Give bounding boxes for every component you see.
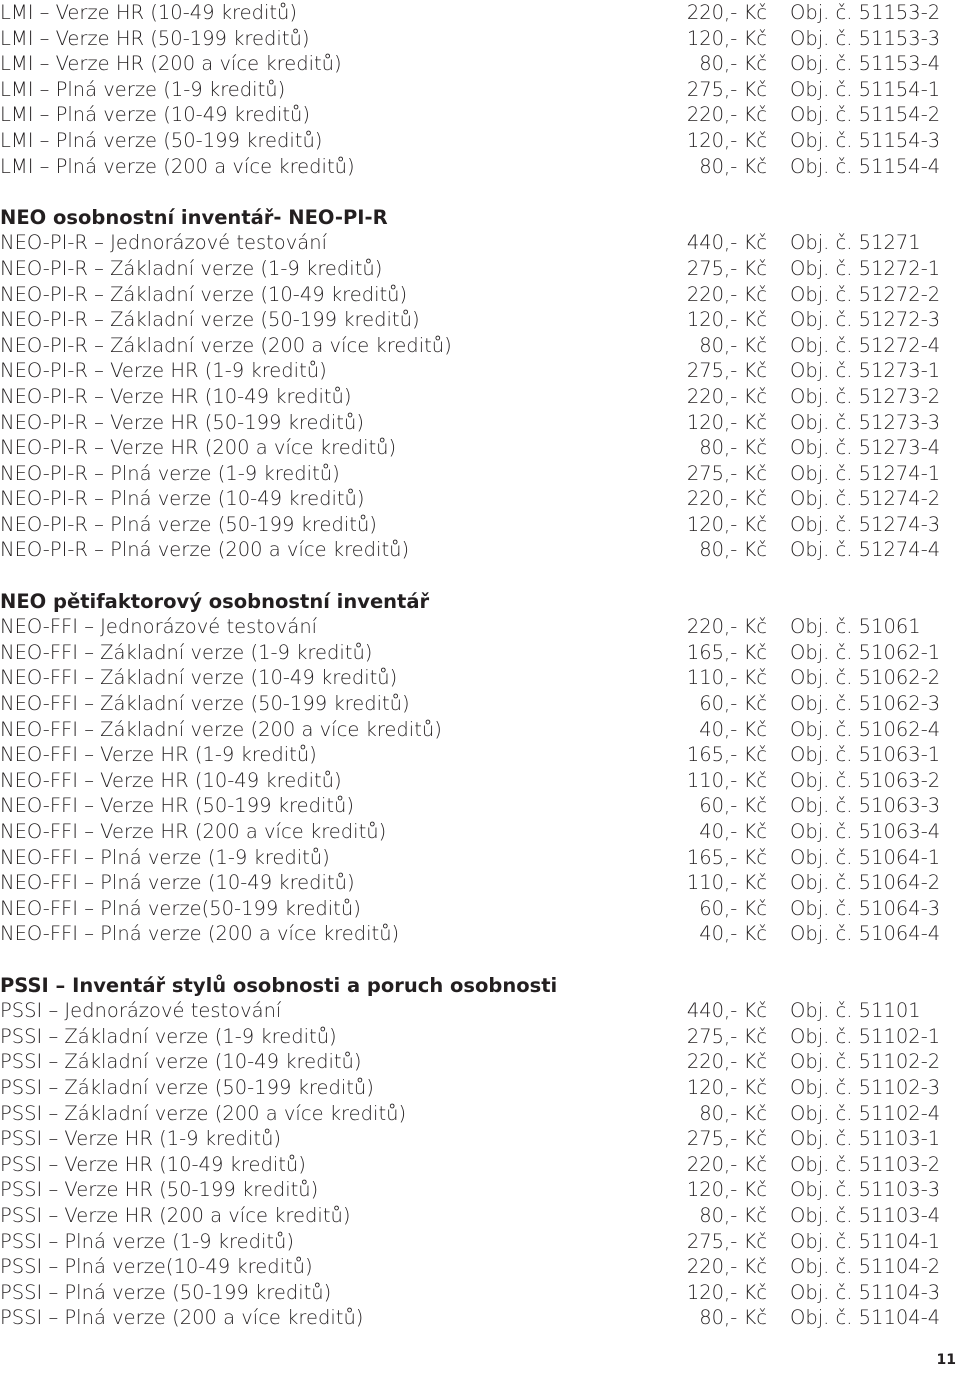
product-name: NEO-PI-R – Základní verze (50-199 kreditů) xyxy=(0,308,420,332)
price-row xyxy=(0,333,960,359)
product-price: 110,- Kč xyxy=(686,871,767,895)
product-price: 220,- Kč xyxy=(686,487,767,511)
product-name: PSSI – Verze HR (200 a více kreditů) xyxy=(0,1203,351,1227)
order-number: Obj. č. 51274-3 xyxy=(790,512,941,536)
price-row xyxy=(0,26,960,52)
product-price: 40,- Kč xyxy=(699,922,767,946)
product-price: 275,- Kč xyxy=(686,77,767,101)
product-price: 120,- Kč xyxy=(686,410,767,434)
product-name: NEO-PI-R – Základní verze (200 a více kreditů) xyxy=(0,333,452,357)
price-row xyxy=(0,691,960,717)
order-number: Obj. č. 51273-3 xyxy=(790,410,941,434)
product-name: PSSI – Verze HR (10-49 kreditů) xyxy=(0,1152,306,1176)
order-number: Obj. č. 51102-1 xyxy=(790,1024,941,1048)
order-number: Obj. č. 51274-4 xyxy=(790,538,941,562)
order-number: Obj. č. 51103-4 xyxy=(790,1203,941,1227)
order-number: Obj. č. 51274-1 xyxy=(790,461,941,485)
product-name: NEO-PI-R – Základní verze (10-49 kreditů) xyxy=(0,282,408,306)
product-name: LMI – Plná verze (10-49 kreditů) xyxy=(0,103,311,127)
product-price: 220,- Kč xyxy=(686,1050,767,1074)
price-row xyxy=(0,614,960,640)
product-price: 120,- Kč xyxy=(686,128,767,152)
section-lmi xyxy=(0,0,960,179)
price-row xyxy=(0,307,960,333)
product-name: NEO-FFI – Základní verze (200 a více kreditů) xyxy=(0,717,442,741)
product-price: 120,- Kč xyxy=(686,308,767,332)
price-row xyxy=(0,768,960,794)
product-price: 80,- Kč xyxy=(699,52,767,76)
price-row xyxy=(0,1101,960,1127)
price-row xyxy=(0,537,960,563)
product-name: PSSI – Základní verze (50-199 kreditů) xyxy=(0,1075,374,1099)
product-price: 275,- Kč xyxy=(686,1024,767,1048)
order-number: Obj. č. 51103-3 xyxy=(790,1178,941,1202)
order-number: Obj. č. 51064-4 xyxy=(790,922,941,946)
product-name: LMI – Verze HR (200 a více kreditů) xyxy=(0,52,342,76)
product-price: 275,- Kč xyxy=(686,256,767,280)
product-price: 275,- Kč xyxy=(686,1229,767,1253)
product-price: 165,- Kč xyxy=(686,845,767,869)
section-heading: PSSI – Inventář stylů osobnosti a poruch osobnosti xyxy=(0,973,558,997)
product-name: NEO-PI-R – Plná verze (50-199 kreditů) xyxy=(0,512,377,536)
product-name: NEO-FFI – Verze HR (10-49 kreditů) xyxy=(0,768,342,792)
price-row xyxy=(0,358,960,384)
product-name: PSSI – Plná verze (1-9 kreditů) xyxy=(0,1229,295,1253)
product-price: 120,- Kč xyxy=(686,1075,767,1099)
product-price: 275,- Kč xyxy=(686,359,767,383)
product-name: NEO-PI-R – Základní verze (1-9 kreditů) xyxy=(0,256,383,280)
product-price: 60,- Kč xyxy=(699,794,767,818)
price-row xyxy=(0,154,960,180)
product-price: 110,- Kč xyxy=(686,768,767,792)
price-row xyxy=(0,77,960,103)
order-number: Obj. č. 51154-2 xyxy=(790,103,941,127)
product-price: 220,- Kč xyxy=(686,615,767,639)
product-name: LMI – Plná verze (200 a více kreditů) xyxy=(0,154,355,178)
product-price: 165,- Kč xyxy=(686,640,767,664)
price-row xyxy=(0,1229,960,1255)
order-number: Obj. č. 51064-2 xyxy=(790,871,941,895)
product-name: NEO-FFI – Základní verze (10-49 kreditů) xyxy=(0,666,398,690)
order-number: Obj. č. 51102-4 xyxy=(790,1101,941,1125)
order-number: Obj. č. 51062-4 xyxy=(790,717,941,741)
product-price: 110,- Kč xyxy=(686,666,767,690)
product-price: 120,- Kč xyxy=(686,26,767,50)
price-row xyxy=(0,486,960,512)
section-neo-pi-r xyxy=(0,205,960,563)
page-number: 11 xyxy=(936,1352,956,1368)
price-row xyxy=(0,128,960,154)
price-row xyxy=(0,384,960,410)
product-name: NEO-PI-R – Plná verze (10-49 kreditů) xyxy=(0,487,365,511)
section-heading: NEO osobnostní inventář- NEO-PI-R xyxy=(0,205,388,229)
order-number: Obj. č. 51104-4 xyxy=(790,1306,941,1330)
product-price: 220,- Kč xyxy=(686,103,767,127)
price-row xyxy=(0,1280,960,1306)
order-number: Obj. č. 51063-3 xyxy=(790,794,941,818)
product-name: NEO-FFI – Plná verze(50-199 kreditů) xyxy=(0,896,361,920)
product-name: NEO-FFI – Základní verze (1-9 kreditů) xyxy=(0,640,373,664)
order-number: Obj. č. 51272-3 xyxy=(790,308,941,332)
price-row xyxy=(0,230,960,256)
order-number: Obj. č. 51064-1 xyxy=(790,845,941,869)
product-name: NEO-PI-R – Plná verze (200 a více kreditů) xyxy=(0,538,410,562)
product-price: 80,- Kč xyxy=(699,1203,767,1227)
price-row xyxy=(0,640,960,666)
price-row xyxy=(0,819,960,845)
product-price: 80,- Kč xyxy=(699,1101,767,1125)
price-row xyxy=(0,0,960,26)
product-name: NEO-PI-R – Verze HR (1-9 kreditů) xyxy=(0,359,327,383)
order-number: Obj. č. 51101 xyxy=(790,999,921,1023)
order-number: Obj. č. 51273-2 xyxy=(790,384,941,408)
order-number: Obj. č. 51153-4 xyxy=(790,52,941,76)
price-row xyxy=(0,921,960,947)
order-number: Obj. č. 51061 xyxy=(790,615,921,639)
product-price: 120,- Kč xyxy=(686,1280,767,1304)
product-name: NEO-FFI – Jednorázové testování xyxy=(0,615,318,639)
price-row xyxy=(0,1152,960,1178)
order-number: Obj. č. 51062-2 xyxy=(790,666,941,690)
product-name: NEO-PI-R – Verze HR (50-199 kreditů) xyxy=(0,410,364,434)
order-number: Obj. č. 51154-4 xyxy=(790,154,941,178)
product-name: LMI – Verze HR (50-199 kreditů) xyxy=(0,26,310,50)
price-row xyxy=(0,1049,960,1075)
order-number: Obj. č. 51064-3 xyxy=(790,896,941,920)
product-price: 80,- Kč xyxy=(699,1306,767,1330)
product-name: LMI – Plná verze (50-199 kreditů) xyxy=(0,128,323,152)
price-row xyxy=(0,1254,960,1280)
price-row xyxy=(0,256,960,282)
order-number: Obj. č. 51062-3 xyxy=(790,692,941,716)
product-name: PSSI – Základní verze (200 a více kreditů) xyxy=(0,1101,407,1125)
order-number: Obj. č. 51103-1 xyxy=(790,1127,941,1151)
section-neo-ffi xyxy=(0,589,960,947)
order-number: Obj. č. 51273-4 xyxy=(790,436,941,460)
price-row xyxy=(0,461,960,487)
price-row xyxy=(0,102,960,128)
product-price: 220,- Kč xyxy=(686,282,767,306)
price-row xyxy=(0,845,960,871)
order-number: Obj. č. 51154-3 xyxy=(790,128,941,152)
order-number: Obj. č. 51063-1 xyxy=(790,743,941,767)
product-name: NEO-PI-R – Verze HR (10-49 kreditů) xyxy=(0,384,352,408)
price-row xyxy=(0,282,960,308)
product-price: 60,- Kč xyxy=(699,692,767,716)
product-price: 40,- Kč xyxy=(699,820,767,843)
order-number: Obj. č. 51102-2 xyxy=(790,1050,941,1074)
order-number: Obj. č. 51102-3 xyxy=(790,1075,941,1099)
product-name: LMI – Plná verze (1-9 kreditů) xyxy=(0,77,286,101)
product-price: 60,- Kč xyxy=(699,896,767,920)
price-row xyxy=(0,793,960,819)
product-name: NEO-PI-R – Verze HR (200 a více kreditů) xyxy=(0,436,397,460)
order-number: Obj. č. 51153-2 xyxy=(790,1,941,24)
product-price: 275,- Kč xyxy=(686,1127,767,1151)
price-row xyxy=(0,742,960,768)
order-number: Obj. č. 51153-3 xyxy=(790,26,941,50)
order-number: Obj. č. 51272-2 xyxy=(790,282,941,306)
product-name: NEO-FFI – Základní verze (50-199 kreditů) xyxy=(0,692,410,716)
product-name: PSSI – Plná verze(10-49 kreditů) xyxy=(0,1255,313,1279)
price-row xyxy=(0,665,960,691)
product-price: 275,- Kč xyxy=(686,461,767,485)
section-heading: NEO pětifaktorový osobnostní inventář xyxy=(0,589,430,613)
price-row xyxy=(0,435,960,461)
product-name: NEO-FFI – Verze HR (1-9 kreditů) xyxy=(0,743,317,767)
order-number: Obj. č. 51271 xyxy=(790,231,921,255)
order-number: Obj. č. 51063-4 xyxy=(790,820,941,843)
price-row xyxy=(0,1126,960,1152)
price-row xyxy=(0,717,960,743)
order-number: Obj. č. 51272-4 xyxy=(790,333,941,357)
product-price: 120,- Kč xyxy=(686,512,767,536)
price-row xyxy=(0,1305,960,1331)
product-name: PSSI – Plná verze (50-199 kreditů) xyxy=(0,1280,332,1304)
product-price: 80,- Kč xyxy=(699,333,767,357)
product-name: NEO-FFI – Plná verze (200 a více kreditů) xyxy=(0,922,400,946)
product-name: PSSI – Základní verze (10-49 kreditů) xyxy=(0,1050,362,1074)
product-name: NEO-PI-R – Jednorázové testování xyxy=(0,231,328,255)
product-name: PSSI – Verze HR (1-9 kreditů) xyxy=(0,1127,282,1151)
product-name: NEO-FFI – Plná verze (10-49 kreditů) xyxy=(0,871,355,895)
order-number: Obj. č. 51273-1 xyxy=(790,359,941,383)
product-name: PSSI – Plná verze (200 a více kreditů) xyxy=(0,1306,364,1330)
product-name: PSSI – Verze HR (50-199 kreditů) xyxy=(0,1178,319,1202)
product-price: 80,- Kč xyxy=(699,436,767,460)
product-name: NEO-FFI – Verze HR (50-199 kreditů) xyxy=(0,794,355,818)
product-name: PSSI – Jednorázové testování xyxy=(0,999,282,1023)
order-number: Obj. č. 51104-3 xyxy=(790,1280,941,1304)
order-number: Obj. č. 51274-2 xyxy=(790,487,941,511)
product-price: 220,- Kč xyxy=(686,384,767,408)
price-row xyxy=(0,512,960,538)
product-price: 220,- Kč xyxy=(686,1,767,24)
product-name: PSSI – Základní verze (1-9 kreditů) xyxy=(0,1024,337,1048)
price-row xyxy=(0,998,960,1024)
product-price: 440,- Kč xyxy=(686,999,767,1023)
product-price: 220,- Kč xyxy=(686,1152,767,1176)
order-number: Obj. č. 51103-2 xyxy=(790,1152,941,1176)
order-number: Obj. č. 51062-1 xyxy=(790,640,941,664)
product-price: 80,- Kč xyxy=(699,154,767,178)
order-number: Obj. č. 51154-1 xyxy=(790,77,941,101)
product-price: 120,- Kč xyxy=(686,1178,767,1202)
price-row xyxy=(0,1203,960,1229)
price-row xyxy=(0,410,960,436)
order-number: Obj. č. 51104-1 xyxy=(790,1229,941,1253)
price-row xyxy=(0,870,960,896)
product-price: 165,- Kč xyxy=(686,743,767,767)
price-row xyxy=(0,896,960,922)
section-spacer xyxy=(0,947,960,973)
product-name: NEO-PI-R – Plná verze (1-9 kreditů) xyxy=(0,461,340,485)
product-price: 440,- Kč xyxy=(686,231,767,255)
product-price: 220,- Kč xyxy=(686,1255,767,1279)
section-pssi xyxy=(0,973,960,1331)
price-row xyxy=(0,51,960,77)
price-row xyxy=(0,1075,960,1101)
order-number: Obj. č. 51104-2 xyxy=(790,1255,941,1279)
product-name: NEO-FFI – Verze HR (200 a více kreditů) xyxy=(0,820,387,843)
product-price: 80,- Kč xyxy=(699,538,767,562)
section-spacer xyxy=(0,179,960,205)
price-row xyxy=(0,1024,960,1050)
section-spacer xyxy=(0,563,960,589)
price-row xyxy=(0,1177,960,1203)
product-price: 40,- Kč xyxy=(699,717,767,741)
order-number: Obj. č. 51063-2 xyxy=(790,768,941,792)
order-number: Obj. č. 51272-1 xyxy=(790,256,941,280)
product-name: NEO-FFI – Plná verze (1-9 kreditů) xyxy=(0,845,330,869)
product-name: LMI – Verze HR (10-49 kreditů) xyxy=(0,1,298,24)
